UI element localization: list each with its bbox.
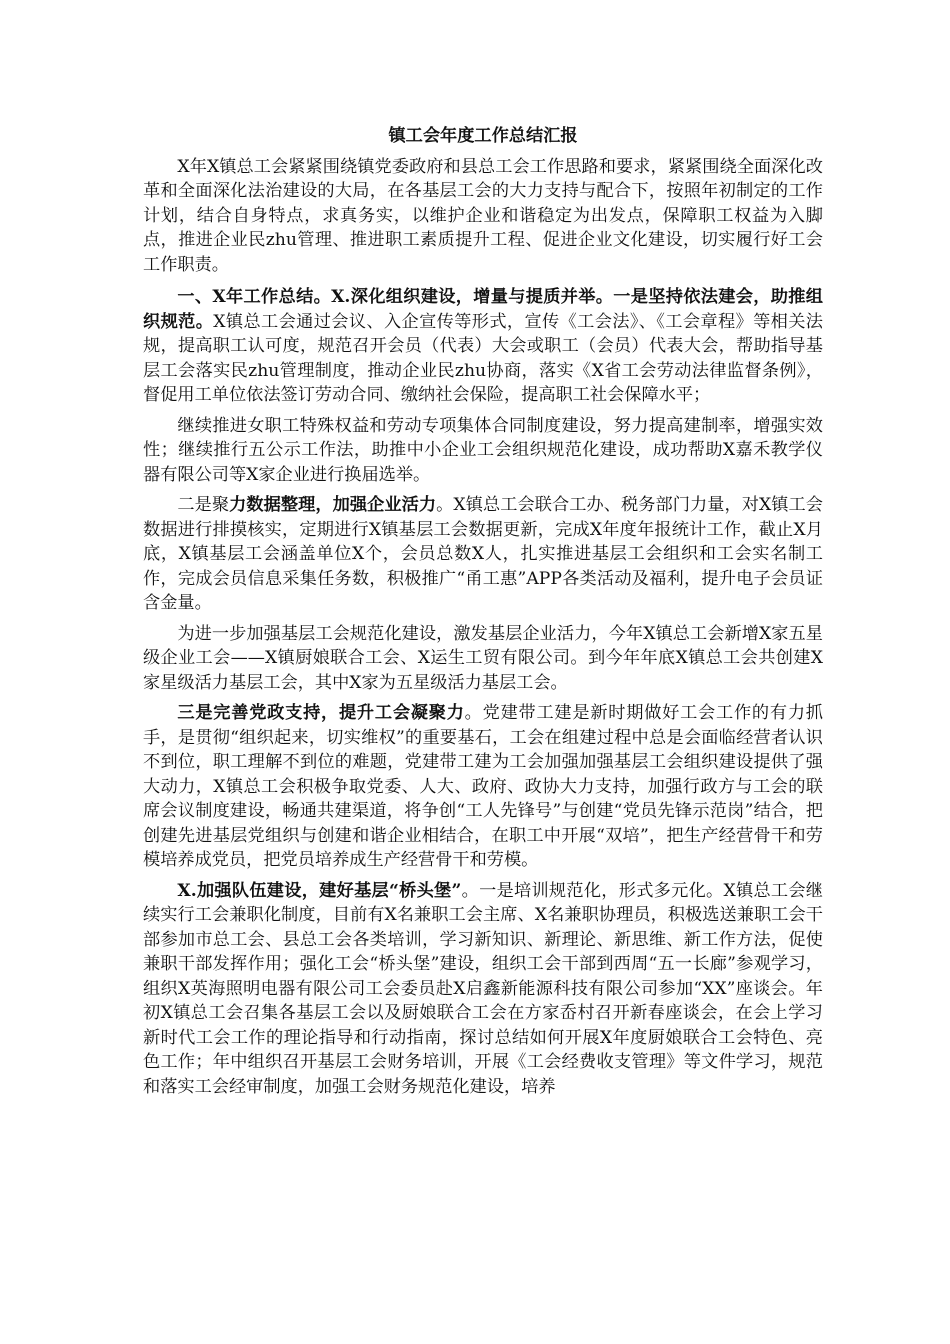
section-one-heading: 一、X年工作总结。X.深化组织建设，增量与提质并举。一是坚持依法建会，助推组织规范。 [143, 287, 823, 332]
paragraph-star-unions [143, 622, 823, 696]
paragraph-intro-text: X年X镇总工会紧紧围绕镇党委政府和县总工会工作思路和要求，紧紧围绕全面深化改革和全面深化法治建设的大局，在各基层工会的大力支持与配合下，按照年初制定的工作计划，结合自身特点，求真务实，以维护企业和谐稳定为出发点，保障职工权益为入脚点，推进企业民zhu管理、推进职工素质提升工程、促进企业文化建设，切实履行好工会工作职责。 [143, 156, 823, 275]
team-building-heading: X.加强队伍建设，建好基层“桥头堡” [177, 880, 462, 901]
section-one-text: X镇总工会通过会议、入企宣传等形式，宣传《工会法》、《工会章程》等相关法规，提高职工认可度，规范召开会员（代表）大会或职工（会员）代表大会，帮助指导基层工会落实民zhu管理制度，推动企业民zhu协商，落实《X省工会劳动法律监督条例》，督促用工单位依法签订劳动合同、缴纳社会保险，提高职工社会保障水平； [143, 311, 823, 405]
paragraph-data-work [143, 493, 823, 616]
data-work-lead: 二是聚 [177, 495, 230, 515]
data-work-text: 。X镇总工会联合工办、税务部门力量，对X镇工会数据进行排摸核实，定期进行X镇基层工会数据更新，完成X年度年报统计工作，截止X月底，X镇基层工会涵盖单位X个，会员总数X人，扎实推进基层工会组织和工会实名制工作，完成会员信息采集任务数，积极推广“甬工惠”APP各类活动及福利，提升电子会员证含金量。 [143, 495, 823, 613]
star-unions-text: 为进一步加强基层工会规范化建设，激发基层企业活力，今年X镇总工会新增X家五星级企业工会——X镇厨娘联合工会、X运生工贸有限公司。到今年年底X镇总工会共创建X家星级活力基层工会，其中X家为五星级活力基层工会。 [143, 623, 823, 693]
paragraph-special-rights [143, 414, 823, 488]
paragraph-section-one [143, 285, 823, 408]
document-title: 镇工会年度工作总结汇报 [388, 126, 578, 146]
document-page [143, 124, 823, 1105]
special-rights-text: 继续推进女职工特殊权益和劳动专项集体合同制度建设，努力提高建制率，增强实效性；继续推行五公示工作法，助推中小企业工会组织规范化建设，成功帮助X嘉禾教学仪器有限公司等X家企业进行换届选举。 [143, 415, 823, 485]
paragraph-party-support [143, 701, 823, 873]
party-support-text: 。党建带工建是新时期做好工会工作的有力抓手，是贯彻“组织起来，切实维权”的重要基石，工会在组建过程中总是会面临经营者认识不到位，职工理解不到位的难题，党建带工建为工会加强加强基层工会组织建设提供了强大动力，X镇总工会积极争取党委、人大、政府、政协大力支持，加强行政方与工会的联席会议制度建设，畅通共建渠道，将争创“工人先锋号”与创建“党员先锋示范岗”结合，把创建先进基层党组织与创建和谐企业相结合，在职工中开展“双培”，把生产经营骨干和劳模培养成党员，把党员培养成生产经营骨干和劳模。 [143, 703, 823, 870]
party-support-heading: 三是完善党政支持，提升工会凝聚力 [177, 703, 465, 723]
paragraph-intro [143, 155, 823, 278]
data-work-heading: 力数据整理，加强企业活力 [229, 495, 437, 515]
team-building-text: 。一是培训规范化，形式多元化。X镇总工会继续实行工会兼职化制度，目前有X名兼职工会主席、X名兼职协理员，积极选送兼职工会干部参加市总工会、县总工会各类培训，学习新知识、新理论、新思维、新工作方法，促使兼职干部发挥作用；强化工会“桥头堡”建设，组织工会干部到西周“五一长廊”参观学习，组织X英海照明电器有限公司工会委员赴X启鑫新能源科技有限公司参加“XX”座谈会。年初X镇总工会召集各基层工会以及厨娘联合工会在方家岙村召开新春座谈会，在会上学习新时代工会工作的理论指导和行动指南，探讨总结如何开展X年度厨娘联合工会特色、亮色工作；年中组织召开基层工会财务培训，开展《工会经费收支管理》等文件学习，规范和落实工会经审制度，加强工会财务规范化建设，培养 [143, 880, 823, 1097]
paragraph-team-building [143, 879, 823, 1100]
